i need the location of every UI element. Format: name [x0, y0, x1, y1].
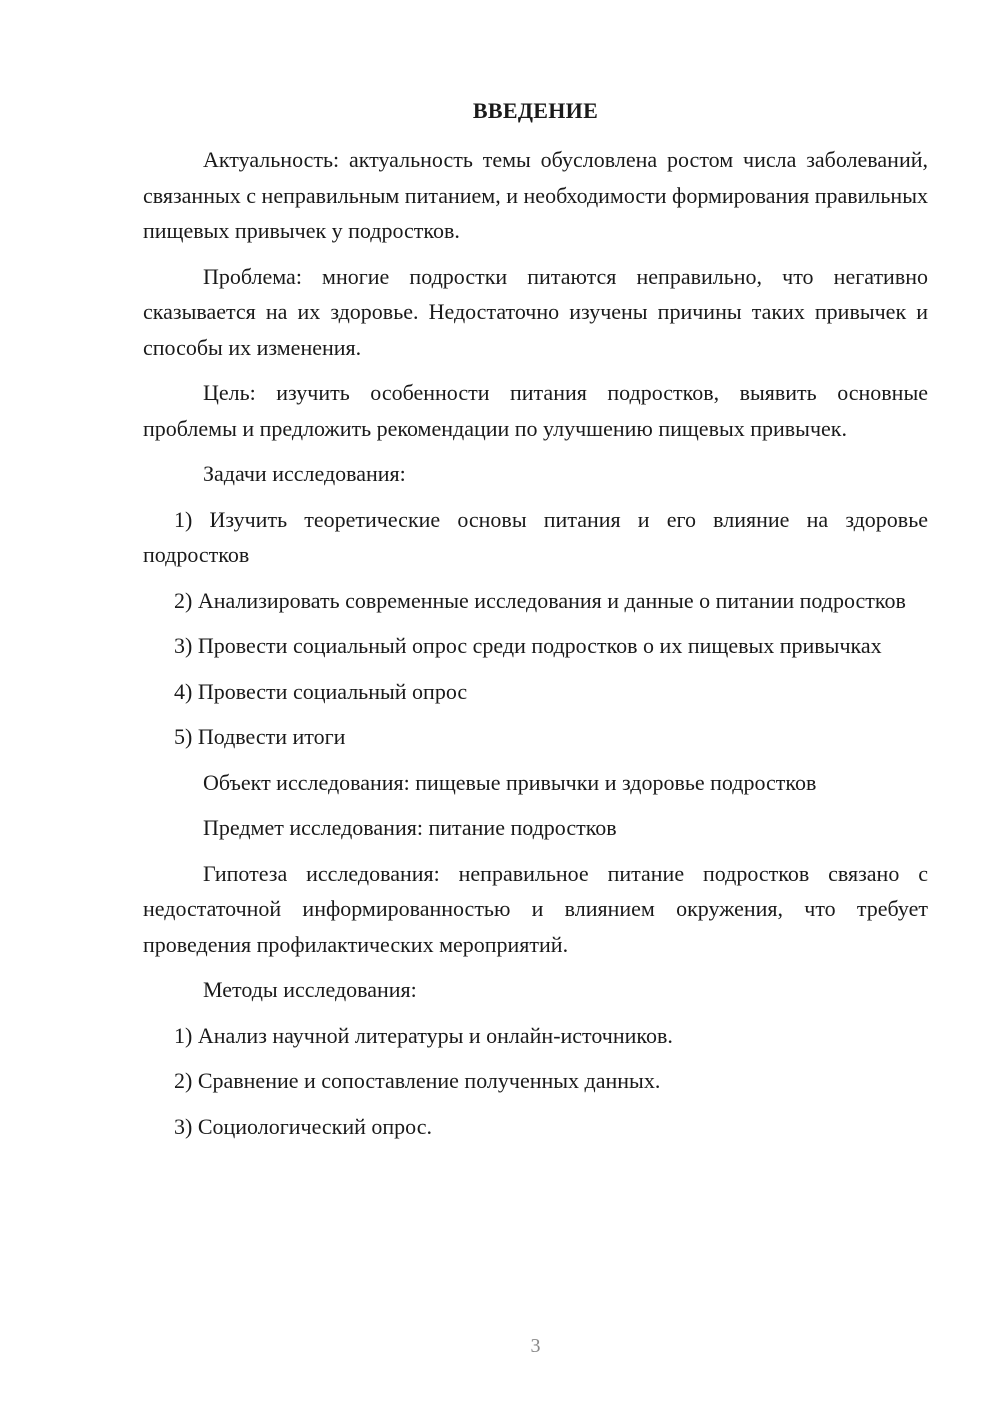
task-item-3: 3) Провести социальный опрос среди подростков о их пищевых привычках: [174, 633, 882, 658]
page-number: 3: [530, 1335, 541, 1357]
task-item-4: 4) Провести социальный опрос: [174, 678, 468, 704]
paragraph-relevance: Актуальность: актуальность темы обусловлена ростом числа заболеваний, связанных с неправильным питанием, и необходимости формирования правильных пищевых привычек у подростков.: [143, 147, 928, 243]
task-item-2: 2) Анализировать современные исследования и данные о питании подростков: [174, 587, 906, 613]
paragraph-hypothesis: Гипотеза исследования: неправильное питание подростков связано с недостаточной информированностью и влиянием окружения, что требует проведения профилактических мероприятий.: [143, 860, 928, 957]
paragraph-object: Объект исследования: пищевые привычки и здоровье подростков: [203, 769, 817, 795]
methods-heading: Методы исследования:: [203, 977, 417, 1002]
document-body: [143, 142, 928, 1154]
method-item-3: 3) Социологический опрос.: [174, 1113, 432, 1139]
paragraph-goal: Цель: изучить особенности питания подростков, выявить основные проблемы и предложить рекомендации по улучшению пищевых привычек.: [143, 380, 928, 441]
tasks-heading: Задачи исследования:: [203, 461, 406, 486]
page-title: ВВЕДЕНИЕ: [472, 98, 599, 123]
method-item-2: 2) Сравнение и сопоставление полученных данных.: [174, 1068, 661, 1093]
paragraph-subject: Предмет исследования: питание подростков: [203, 815, 617, 840]
document-page: [143, 0, 928, 1414]
task-item-1: 1) Изучить теоретические основы питания и его влияние на здоровье подростков: [143, 506, 928, 567]
task-item-5: 5) Подвести итоги: [174, 724, 346, 749]
method-item-1: 1) Анализ научной литературы и онлайн-источников.: [174, 1022, 673, 1048]
paragraph-problem: Проблема: многие подростки питаются неправильно, что негативно сказывается на их здоровье. Недостаточно изучены причины таких привычек и способы их изменения.: [143, 263, 928, 360]
